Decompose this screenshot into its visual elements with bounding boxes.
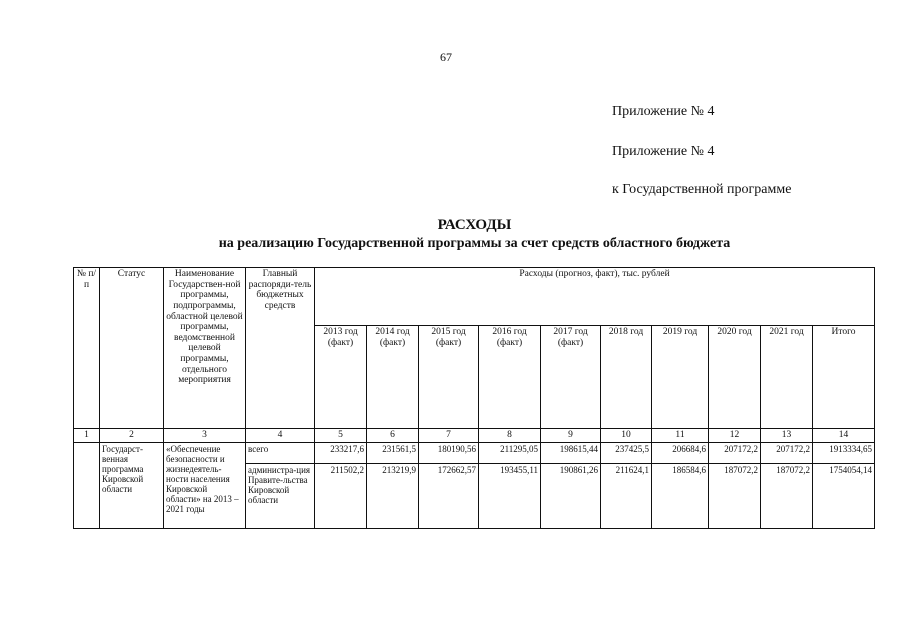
appendix-line: Приложение № 4	[612, 104, 715, 119]
column-number: 2	[100, 429, 164, 443]
column-number: 8	[479, 429, 541, 443]
total-cell: 1913334,65	[813, 442, 875, 463]
column-number: 7	[419, 429, 479, 443]
value-cell: 193455,11	[479, 463, 541, 528]
row-manager-cell: всего	[246, 442, 315, 463]
value-cell: 180190,56	[419, 442, 479, 463]
column-number: 13	[761, 429, 813, 443]
value-cell: 211624,1	[601, 463, 652, 528]
value-cell: 186584,6	[652, 463, 709, 528]
column-number: 10	[601, 429, 652, 443]
value-cell: 187072,2	[709, 463, 761, 528]
column-number: 14	[813, 429, 875, 443]
page-number: 67	[440, 50, 452, 64]
row-manager-cell: администра-ция Правите-льства Кировской области	[246, 463, 315, 528]
column-number: 1	[74, 429, 100, 443]
value-cell: 211502,2	[315, 463, 367, 528]
header-status: Статус	[100, 268, 164, 429]
header-year: 2020 год	[709, 325, 761, 428]
document-title: РАСХОДЫ	[437, 217, 512, 233]
appendix-line: к Государственной программе	[612, 182, 792, 197]
header-year: 2017 год (факт)	[541, 325, 601, 428]
value-cell: 198615,44	[541, 442, 601, 463]
header-year: 2018 год	[601, 325, 652, 428]
header-year: 2019 год	[652, 325, 709, 428]
column-number: 12	[709, 429, 761, 443]
column-number: 5	[315, 429, 367, 443]
value-cell: 172662,57	[419, 463, 479, 528]
column-number: 11	[652, 429, 709, 443]
value-cell: 206684,6	[652, 442, 709, 463]
header-manager: Главный распоряди-тель бюджетных средств	[246, 268, 315, 429]
value-cell: 207172,2	[709, 442, 761, 463]
row-name-cell: «Обеспечение безопасности и жизнедеятель-ности населения Кировской области» на 2013 – 2021 годы	[164, 442, 246, 528]
header-year: 2013 год (факт)	[315, 325, 367, 428]
header-row	[74, 268, 875, 326]
header-year: 2014 год (факт)	[367, 325, 419, 428]
row-status-cell: Государст-венная программа Кировской области	[100, 442, 164, 528]
column-number-row	[74, 429, 875, 443]
table-row	[74, 442, 875, 463]
value-cell: 231561,5	[367, 442, 419, 463]
column-number: 4	[246, 429, 315, 443]
appendix-line: Приложение № 4	[612, 144, 715, 159]
value-cell: 207172,2	[761, 442, 813, 463]
column-number: 9	[541, 429, 601, 443]
value-cell: 213219,9	[367, 463, 419, 528]
column-number: 3	[164, 429, 246, 443]
value-cell: 237425,5	[601, 442, 652, 463]
value-cell: 187072,2	[761, 463, 813, 528]
header-num: № п/п	[74, 268, 100, 429]
value-cell: 233217,6	[315, 442, 367, 463]
header-year: 2015 год (факт)	[419, 325, 479, 428]
value-cell: 211295,05	[479, 442, 541, 463]
header-year: 2016 год (факт)	[479, 325, 541, 428]
header-expenses-group: Расходы (прогноз, факт), тыс. рублей	[315, 268, 875, 326]
expenses-table	[73, 267, 875, 529]
row-num-cell	[74, 442, 100, 528]
value-cell: 190861,26	[541, 463, 601, 528]
header-year: 2021 год	[761, 325, 813, 428]
document-subtitle: на реализацию Государственной программы за счет средств областного бюджета	[218, 236, 731, 251]
column-number: 6	[367, 429, 419, 443]
header-year-total: Итого	[813, 325, 875, 428]
header-name: Наименование Государствен-ной программы, подпрограммы, областной целевой программы, ведомственной целевой программы, отдельного мероприятия	[164, 268, 246, 429]
total-cell: 1754054,14	[813, 463, 875, 528]
